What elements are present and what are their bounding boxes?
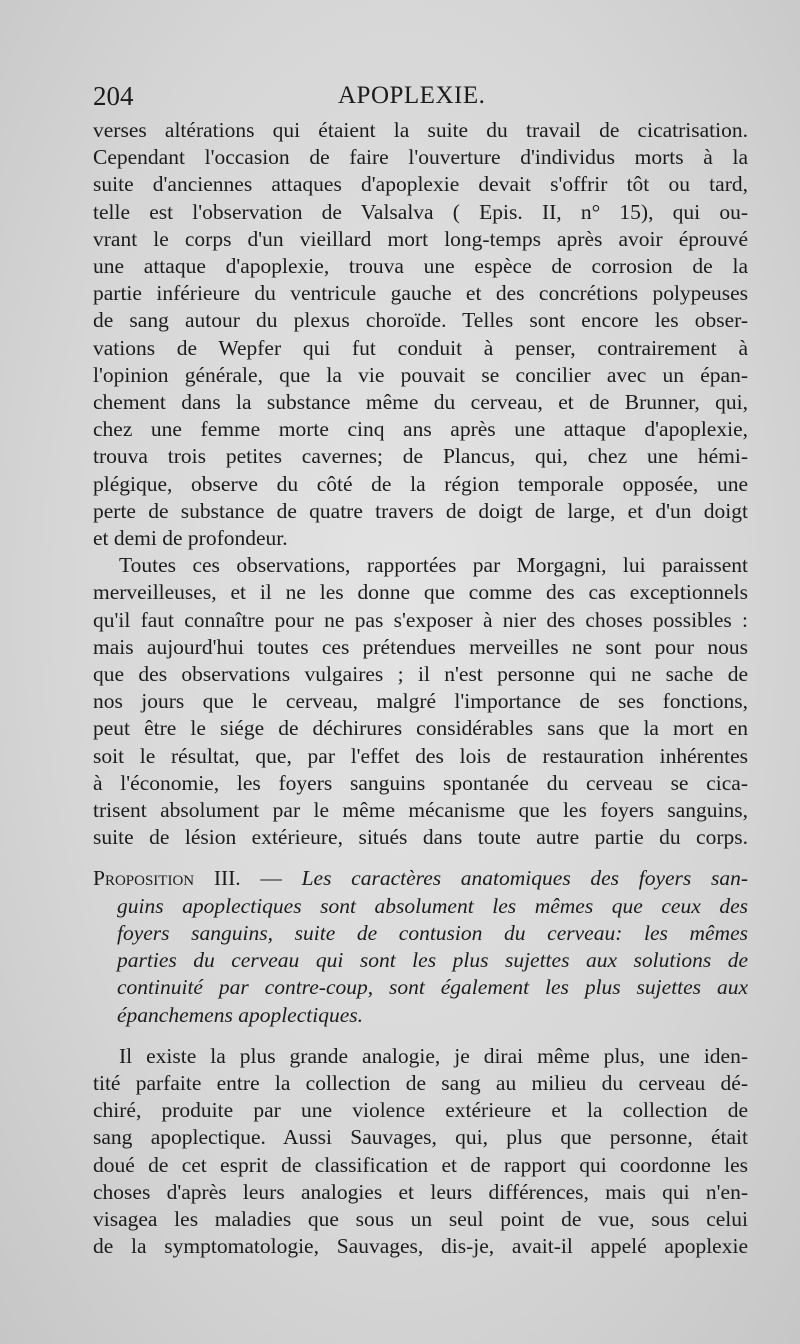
text-line: mais aujourd'hui toutes ces prétendues merveilles ne sont pour nous <box>93 634 748 659</box>
text-line: trisent absolument par le même mécanisme que les foyers sanguins, <box>93 798 748 823</box>
text-line: partie inférieure du ventricule gauche et des concrétions polypeuses <box>93 281 748 306</box>
proposition-line: parties du cerveau qui sont les plus sujettes aux solutions de <box>117 948 748 973</box>
text-line: telle est l'observation de Valsalva ( Epis. II, n° 15), qui ou- <box>93 199 748 224</box>
text-line: verses altérations qui étaient la suite du travail de cicatrisation. <box>93 118 748 142</box>
text-line: de sang autour du plexus choroïde. Telles sont encore les obser- <box>93 308 748 333</box>
text-line: à l'économie, les foyers sanguins spontanée du cerveau se cica- <box>93 770 748 795</box>
text-line: vations de Wepfer qui fut conduit à penser, contrairement à <box>93 335 748 360</box>
proposition-line: guins apoplectiques sont absolument les mêmes que ceux des <box>117 893 748 918</box>
text-line: de la symptomatologie, Sauvages, dis-je, avait-il appelé apoplexie <box>93 1234 748 1259</box>
proposition-block <box>93 865 748 1028</box>
text-line: et demi de profondeur. <box>93 526 288 551</box>
paragraph-1 <box>93 117 748 552</box>
text-line: trouva trois petites cavernes; de Plancus, qui, chez une hémi- <box>93 444 748 469</box>
text-line: une attaque d'apoplexie, trouva une espèce de corrosion de la <box>93 254 748 279</box>
text-line: soit le résultat, que, par l'effet des lois de restauration inhérentes <box>93 743 748 768</box>
paragraph-3 <box>93 1043 748 1261</box>
text-line: que des observations vulgaires ; il n'est personne qui ne sache de <box>93 662 748 687</box>
text-line: chez une femme morte cinq ans après une attaque d'apoplexie, <box>93 417 748 442</box>
running-head: APOPLEXIE. <box>338 82 486 109</box>
text-line: vrant le corps d'un vieillard mort long-temps après avoir éprouvé <box>93 226 748 251</box>
body-text <box>93 117 748 1260</box>
proposition-line: foyers sanguins, suite de contusion du cerveau: les mêmes <box>117 920 748 945</box>
text-line: choses d'après leurs analogies et leurs différences, mais qui n'en- <box>93 1179 748 1204</box>
proposition-first-line <box>93 865 748 892</box>
text-line: qu'il faut connaître pour ne pas s'exposer à nier des choses possibles : <box>93 607 748 632</box>
text-line: sang apoplectique. Aussi Sauvages, qui, plus que personne, était <box>93 1125 748 1150</box>
page-number: 204 <box>93 81 134 111</box>
text-line: peut être le siége de déchirures considérables sans que la mort en <box>93 716 748 741</box>
page-header <box>93 78 748 114</box>
text-line: Il existe la plus grande analogie, je dirai même plus, une iden- <box>119 1043 748 1068</box>
proposition-text: Les caractères anatomiques des foyers san- <box>301 866 749 891</box>
text-line: Cependant l'occasion de faire l'ouverture d'individus morts à la <box>93 145 748 170</box>
text-line: visagea les maladies que sous un seul point de vue, sous celui <box>93 1206 748 1231</box>
text-line: nos jours que le cerveau, malgré l'importance de ses fonctions, <box>93 689 748 714</box>
text-line: doué de cet esprit de classification et de rapport qui coordonne les <box>93 1152 748 1177</box>
text-line: suite de lésion extérieure, situés dans toute autre partie du corps. <box>93 825 748 850</box>
text-line: chiré, produite par une violence extérieure et la collection de <box>93 1098 748 1123</box>
text-line: perte de substance de quatre travers de doigt de large, et d'un doigt <box>93 498 748 523</box>
proposition-label: Proposition III. — <box>93 866 282 891</box>
text-line: l'opinion générale, que la vie pouvait se concilier avec un épan- <box>93 362 748 387</box>
text-line: chement dans la substance même du cerveau, et de Brunner, qui, <box>93 390 748 415</box>
text-line: tité parfaite entre la collection de sang au milieu du cerveau dé- <box>93 1070 748 1095</box>
text-line: Toutes ces observations, rapportées par Morgagni, lui paraissent <box>119 553 748 578</box>
proposition-line: épanchemens apoplectiques. <box>117 1002 363 1027</box>
proposition-line: continuité par contre-coup, sont également les plus sujettes aux <box>117 975 748 1000</box>
text-line: plégique, observe du côté de la région temporale opposée, une <box>93 471 748 496</box>
text-line: merveilleuses, et il ne les donne que comme des cas exceptionnels <box>93 580 748 605</box>
text-line: suite d'anciennes attaques d'apoplexie devait s'offrir tôt ou tard, <box>93 172 748 197</box>
paragraph-2 <box>93 552 748 851</box>
